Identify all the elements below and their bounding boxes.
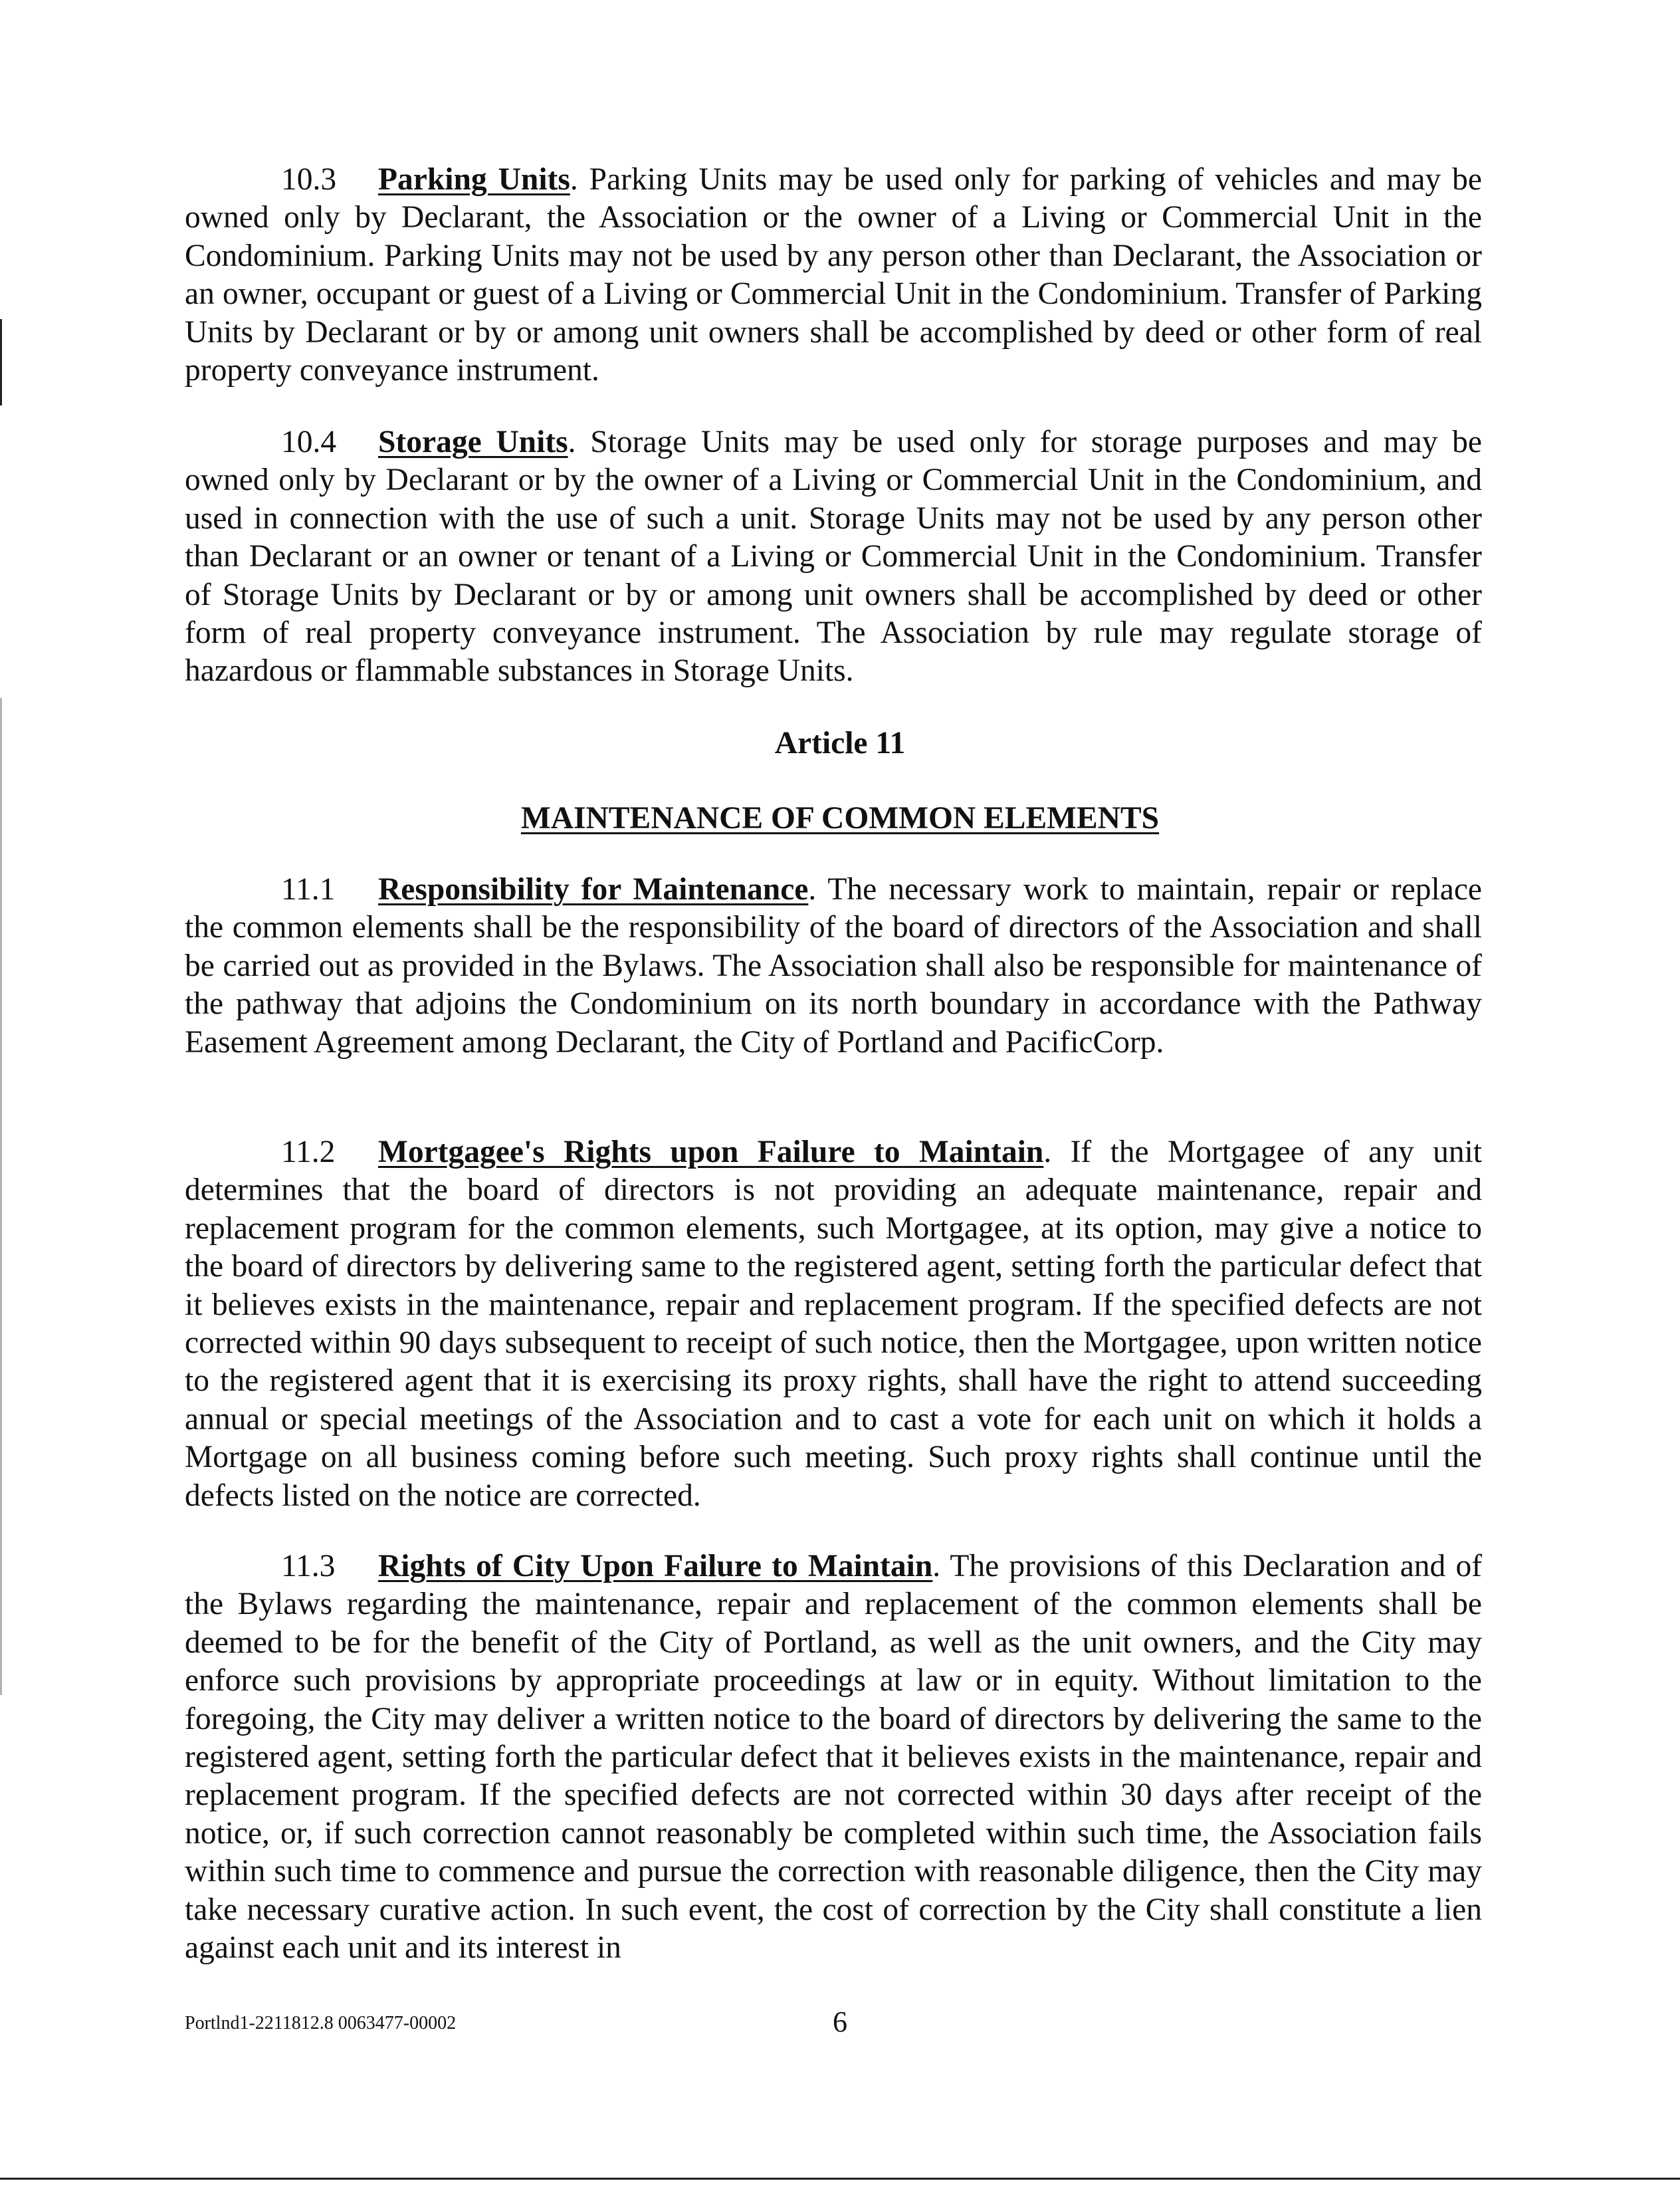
section-number: 11.3 [281, 1549, 336, 1583]
section-11-1 [185, 871, 1482, 1062]
section-number: 11.2 [281, 1135, 336, 1169]
section-heading: Rights of City Upon Failure to Maintain [378, 1549, 933, 1583]
paragraph-11-3 [185, 1548, 1482, 1967]
paragraph-11-1 [185, 871, 1482, 1062]
page-number: 6 [833, 2006, 847, 2038]
scan-bottom-border [0, 2178, 1680, 2180]
section-11-3 [185, 1548, 1482, 1967]
section-10-3 [185, 161, 1482, 390]
article-title-wrap [0, 800, 1680, 838]
paragraph-10-4 [185, 423, 1482, 691]
section-11-2 [185, 1133, 1482, 1515]
paragraph-11-2 [185, 1133, 1482, 1515]
section-heading: Storage Units [378, 425, 568, 459]
section-text: . The provisions of this Declaration and of the Bylaws regarding the maintenance, repair and replacement of the common elements shall be deemed to be for the benefit of the City of Portland, as well as the unit owners, and the City may enforce such provisions by appropriate proceedings at law or in equity. Without limitation to the foregoing, the City may deliver a written notice to the board of directors by delivering the same to the registered agent, setting forth the particular defect that it believes exists in the maintenance, repair and replacement program. If the specified defects are not corrected within 30 days after receipt of the notice, or, if such correction cannot reasonably be completed within such time, the Association fails within such time to commence and pursue the correction with reasonable diligence, then the City may take necessary curative action. In such event, the cost of correction by the City shall constitute a lien against each unit and its interest in [185, 1549, 1483, 1966]
section-heading: Parking Units [378, 162, 570, 197]
paragraph-10-3 [185, 161, 1482, 390]
section-heading: Mortgagee's Rights upon Failure to Maintain [378, 1135, 1044, 1169]
section-10-4 [185, 423, 1482, 691]
section-text: . Storage Units may be used only for storage purposes and may be owned only by Declarant or by the owner of a Living or Commercial Unit in the Condominium, and used in connection with the use of such a unit. Storage Units may not be used by any person other than Declarant or an owner or tenant of a Living or Commercial Unit in the Condominium. Transfer of Storage Units by Declarant or by or among unit owners shall be accomplished by deed or other form of real property conveyance instrument. The Association by rule may regulate storage of hazardous or flammable substances in Storage Units. [185, 425, 1482, 689]
section-number: 11.1 [281, 872, 336, 907]
section-text: . The necessary work to maintain, repair or replace the common elements shall be the responsibility of the board of directors of the Association and shall be carried out as provided in the Bylaws. The Association shall also be responsible for maintenance of the pathway that adjoins the Condominium on its north boundary in accordance with the Pathway Easement Agreement among Declarant, the City of Portland and PacificCorp. [185, 872, 1482, 1060]
scan-edge-mark-bottom [0, 698, 2, 1695]
section-heading: Responsibility for Maintenance [378, 872, 809, 907]
scan-edge-mark-top [0, 319, 2, 405]
section-number: 10.4 [281, 425, 337, 459]
section-text: . Parking Units may be used only for parking of vehicles and may be owned only by Declarant, the Association or the owner of a Living or Commercial Unit in the Condominium. Parking Units may not be used by any person other than Declarant, the Association or an owner, occupant or guest of a Living or Commercial Unit in the Condominium. Transfer of Parking Units by Declarant or by or among unit owners shall be accomplished by deed or other form of real property conveyance instrument. [185, 162, 1482, 388]
article-label: Article 11 [774, 726, 906, 760]
section-text: . If the Mortgagee of any unit determines that the board of directors is not providing an adequate maintenance, repair and replacement program for the common elements, such Mortgagee, at its option, may give a notice to the board of directors by delivering same to the registered agent, setting forth the particular defect that it believes exists in the maintenance, repair and replacement program. If the specified defects are not corrected within 90 days subsequent to receipt of such notice, then the Mortgagee, upon written notice to the registered agent that it is exercising its proxy rights, shall have the right to attend succeeding annual or special meetings of the Association and to cast a vote for each unit on which it holds a Mortgage on all business coming before such meeting. Such proxy rights shall continue until the defects listed on the notice are corrected. [185, 1135, 1482, 1513]
section-number: 10.3 [281, 162, 337, 197]
article-title: MAINTENANCE OF COMMON ELEMENTS [520, 801, 1160, 836]
footer-document-id: Portlnd1-2211812.8 0063477-00002 [185, 2013, 457, 2033]
